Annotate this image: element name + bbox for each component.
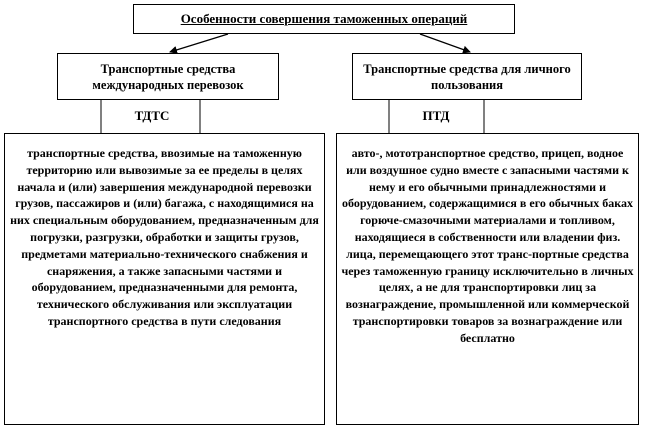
left-category-label: Транспортные средства международных перевозок — [92, 62, 244, 92]
root-title-box — [133, 4, 515, 34]
left-abbreviation: ТДТС — [134, 108, 170, 123]
root-title: Особенности совершения таможенных операций — [180, 11, 468, 26]
right-category-label: Транспортные средства для личного пользования — [363, 62, 571, 92]
right-description-text: авто-, мототранспортное средство, прицеп, водное или воздушное судно вместе с запасными частями к нему и его обычными принадлежностями и оборудованием, содержащимися в его обычных баках горюче-смазочными материалами и топливом, находящиеся в собственности или владении физ. лица, перемещающего этот транс-портные средства через таможенную границу исключительно в личных целях, а не для транспортировки лиц за вознаграждение, промышленной или коммерческой транспортировки товаров за вознаграждение или бесплатно — [341, 146, 634, 345]
left-category-box — [57, 53, 279, 100]
arrow-to-left-category — [170, 34, 228, 52]
left-description-text: транспортные средства, ввозимые на таможенную территорию или вывозимые за ее пределы в целях начала и (или) завершения международной перевозки грузов, пассажиров и (или) багажа, с находящимися на них специальным оборудованием, предназначенным для погрузки, разгрузки, обработки и защиты грузов, предметами материально-технического снабжения и снаряжения, а также запасными частями и оборудованием, предназначенными для ремонта, технического обслуживания или эксплуатации транспортного средства в пути следования — [10, 146, 319, 328]
left-description-box — [4, 133, 325, 425]
right-abbreviation: ПТД — [422, 108, 450, 123]
right-description-box — [336, 133, 639, 425]
right-category-box — [352, 53, 582, 100]
arrow-to-right-category — [420, 34, 470, 52]
